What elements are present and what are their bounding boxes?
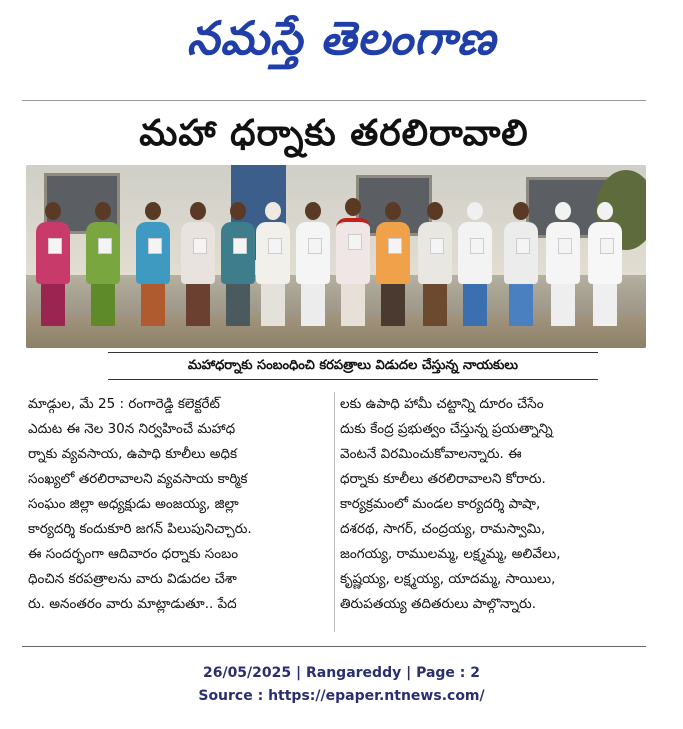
article-line: ఈ సందర్భంగా ఆదివారం ధర్నాకు సంబం bbox=[28, 546, 239, 562]
article-line: ధించిన కరపత్రాలను వారు విడుదల చేశా bbox=[28, 571, 237, 587]
article-line: దశరథ, సాగర్, చంద్రయ్య, రామస్వామి, bbox=[340, 521, 546, 537]
masthead bbox=[0, 4, 683, 72]
article-line: సంఘం జిల్లా అధ్యక్షుడు అంజయ్య, జిల్లా bbox=[28, 496, 239, 512]
article-line: ధర్నాకు కూలీలు తరలిరావాలని కోరారు. bbox=[340, 471, 546, 487]
article-line: తిరుపతయ్య తదితరులు పాల్గొన్నారు. bbox=[340, 596, 536, 612]
article-photo bbox=[26, 165, 646, 348]
article-line: సంఖ్యలో తరలిరావాలని వ్యవసాయ కార్మిక bbox=[28, 471, 248, 487]
article-line: రు. అనంతరం వారు మాట్లాడుతూ.. పేద bbox=[28, 596, 237, 612]
article-line: వెంటనే విరమించుకోవాలన్నారు. ఈ bbox=[340, 446, 522, 462]
article-column-left bbox=[28, 392, 328, 638]
photo-caption: మహాధర్నాకు సంబంధించి కరపత్రాలు విడుదల చేస్తున్న నాయకులు bbox=[108, 352, 598, 380]
article-line: కార్యక్రమంలో మండల కార్యదర్శి పాషా, bbox=[340, 496, 541, 512]
source-link[interactable]: Source : https://epaper.ntnews.com/ bbox=[198, 688, 485, 704]
column-divider bbox=[334, 392, 335, 632]
article-line: కార్యదర్శి కందుకూరి జగన్ పిలుపునిచ్చారు. bbox=[28, 521, 252, 537]
article-line: ఎదుట ఈ నెల 30న నిర్వహించే మహాధ bbox=[28, 421, 236, 437]
divider bbox=[22, 646, 646, 647]
article-line: లకు ఉపాధి హామీ చట్టాన్ని దూరం చేసేం bbox=[340, 396, 544, 412]
article-line: జంగయ్య, రాములమ్మ, లక్ష్మమ్మ, అలివేలు, bbox=[340, 546, 561, 562]
article-column-right bbox=[340, 392, 640, 638]
article-headline: మహా ధర్నాకు తరలిరావాలి bbox=[139, 113, 529, 154]
dateline: 26/05/2025 | Rangareddy | Page : 2 bbox=[202, 665, 481, 681]
article-line: ర్నాకు వ్యవసాయ, ఉపాధి కూలీలు అధిక bbox=[28, 446, 238, 462]
article-line: కృష్ణయ్య, లక్ష్మయ్య, యాదమ్మ, సాయిలు, bbox=[340, 571, 556, 587]
article-line: దుకు కేంద్ర ప్రభుత్వం చేస్తున్న ప్రయత్నాన్ని bbox=[340, 421, 553, 437]
article-line: మాడ్గుల, మే 25 : రంగారెడ్డి కలెక్టరేట్ bbox=[28, 396, 220, 412]
article-body bbox=[28, 392, 648, 642]
divider bbox=[22, 100, 646, 101]
newspaper-logo: నమస్తే తెలంగాణ bbox=[186, 11, 497, 65]
